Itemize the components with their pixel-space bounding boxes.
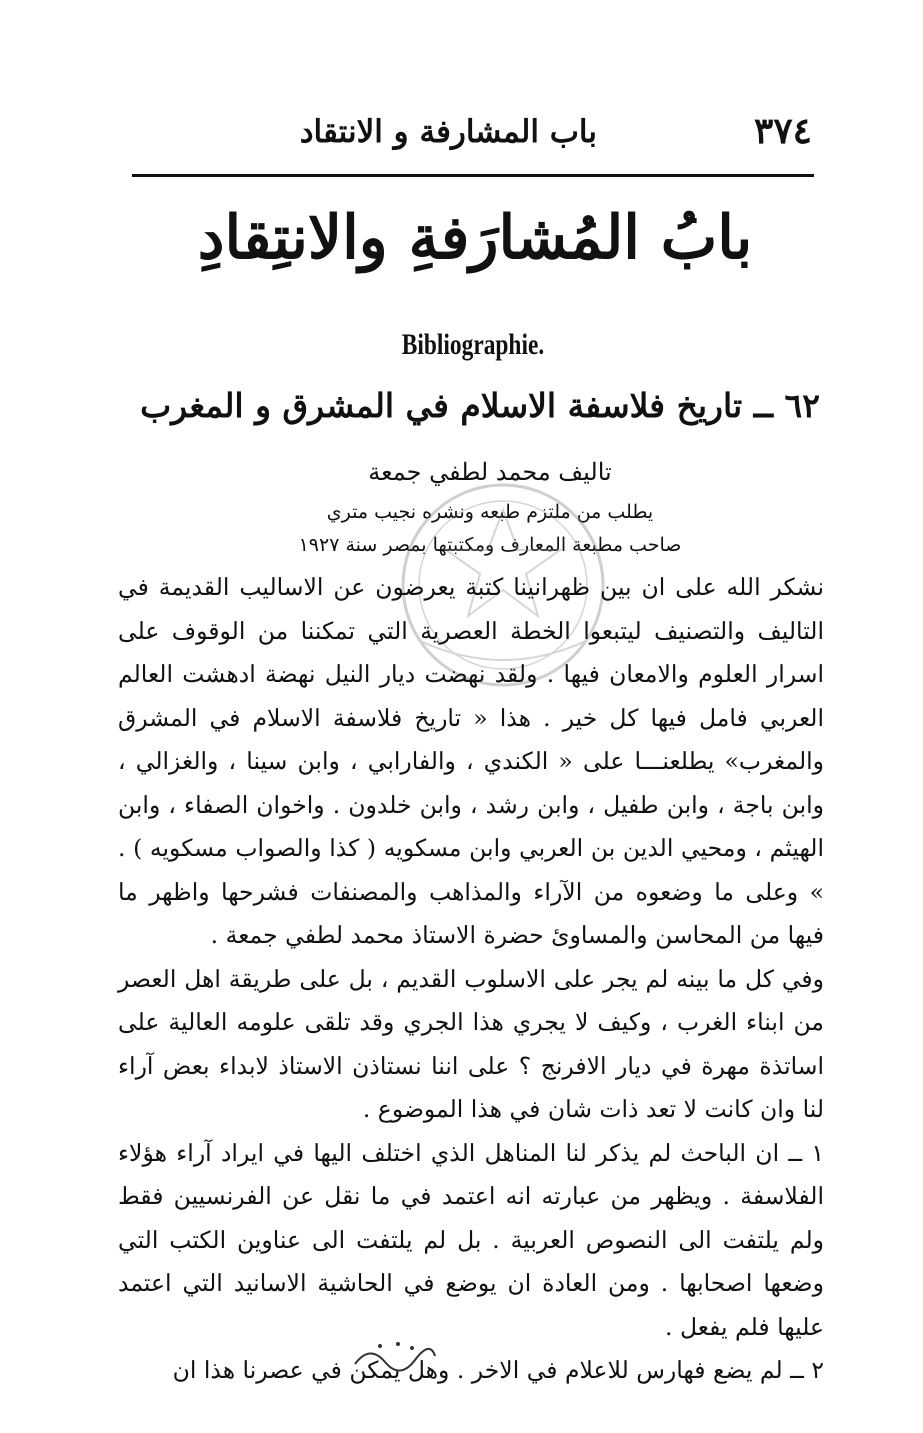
- body-paragraph-2: وفي كل ما بينه لم يجر على الاسلوب القديم ، بل على طريقة اهل العصر من ابناء الغرب ، وكيف لا يجري هذا الجري وقد تلقى علومه العالية على اساتذة مهرة في ديار الافرنج ؟ على اننا نستاذن الاستاذ لابداء بعض آراء لنا وان كانت لا تعد ذات شان في هذا الموضوع .: [118, 964, 824, 1123]
- body-paragraph-3: ١ ــ ان الباحث لم يذكر لنا المناهل الذي اختلف اليها في ايراد آراء هؤلاء الفلاسفة . ويظهر من عبارته انه اعتمد في ما نقل عن الفرنسيين فقط ولم يلتفت الى النصوص العربية . بل لم يلتفت الى عناوين الكتب التي وضعها اصحابها . ومن العادة ان يوضع في الحاشية الاسانيد التي اعتمد عليها فلم يفعل .: [118, 1138, 824, 1341]
- entry-publisher: صاحب مطبعة المعارف ومكتبتها بمصر سنة ١٩٢٧: [298, 534, 682, 556]
- entry-title: ٦٢ ــ تاريخ فلاسفة الاسلام في المشرق و المغرب: [140, 386, 820, 425]
- section-heading-latin: Bibliographie.: [401, 328, 545, 361]
- catchword-ornament: [350, 1336, 440, 1376]
- entry-author: تاليف محمد لطفي جمعة: [368, 458, 612, 486]
- running-title: باب المشارفة و الانتقاد: [299, 114, 597, 150]
- running-header: [132, 108, 812, 158]
- body-paragraph-1: نشكر الله على ان بين ظهرانينا كتبة يعرضون عن الاساليب القديمة في التاليف والتصنيف ليتبعوا الخطة العصرية التي تمكننا من الوقوف على اسرار العلوم والامعان فيها . ولقد نهضت ديار النيل نهضة ادهشت العالم العربي فامل فيها كل خير . هذا « تاريخ فلاسفة الاسلام في المشرق والمغرب» يطلعنـــا على « الكندي ، والفارابي ، وابن سينا ، والغزالي ، وابن باجة ، وابن طفيل ، وابن رشد ، وابن خلدون . واخوان الصفاء ، وابن الهيثم ، ومحيي الدين بن العربي وابن مسكويه ( كذا والصواب مسكويه ) . » وعلى ما وضعوه من الآراء والمذاهب والمصنفات فشرحها واظهر ما فيها من المحاسن والمساوئ حضرة الاستاذ محمد لطفي جمعة .: [118, 573, 824, 949]
- entry-seller: يطلب من ملتزم طبعه ونشره نجيب متري: [326, 501, 654, 523]
- body-paragraph-4: ٢ ــ لم يضع فهارس للاعلام في الاخر . وهل يمكن في عصرنا هذا ان: [172, 1356, 824, 1384]
- ornate-section-title: بابُ المُشارَفةِ والانتِقادِ: [197, 203, 753, 273]
- body-text: [118, 566, 824, 1393]
- page-number: ٣٧٤: [753, 110, 812, 152]
- header-rule: [132, 174, 814, 177]
